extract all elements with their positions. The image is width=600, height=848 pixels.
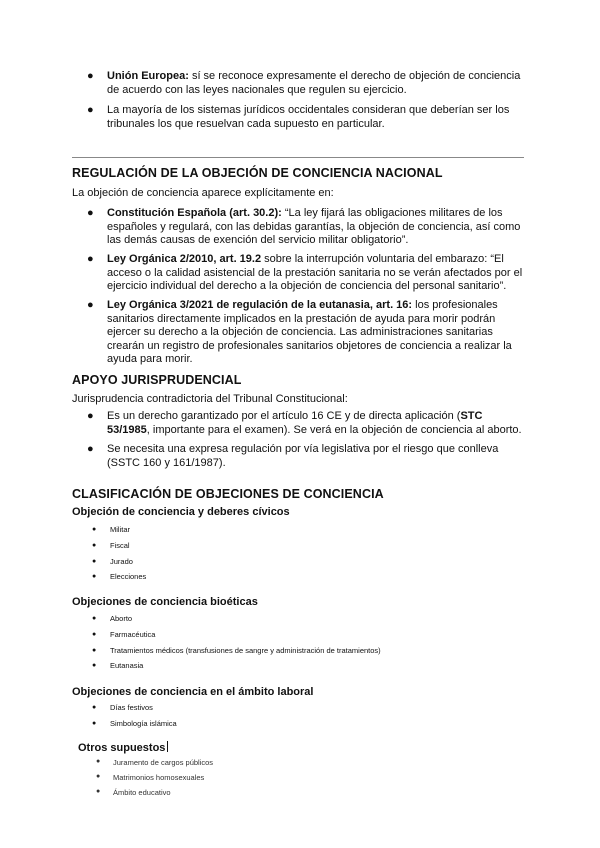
bullet: ●	[92, 720, 97, 727]
item-text: Se necesita una expresa regulación por vía legislativa por el riesgo que conlleva (SSTC 160 y 161/1987).	[107, 443, 499, 469]
list-item	[87, 410, 527, 437]
bullet: ●	[87, 443, 94, 455]
subsection-title[interactable]	[78, 741, 168, 754]
list-item	[92, 525, 130, 535]
list-item	[87, 299, 527, 367]
bullet: ●	[92, 526, 97, 533]
item-bold: Constitución Española (art. 30.2):	[107, 207, 282, 219]
item-text: Es un derecho garantizado por el artículo 16 CE y de directa aplicación (	[107, 410, 461, 422]
text-cursor	[167, 741, 168, 752]
bullet: ●	[96, 773, 101, 780]
bullet: ●	[96, 758, 101, 765]
bullet: ●	[92, 647, 97, 654]
item-text: Aborto	[110, 614, 133, 623]
bullet: ●	[92, 631, 97, 638]
item-text: “La ley fijará las obligaciones militares de los españoles y regulará, con las debidas garantías, la objeción de conciencia, así como las demás causas de exención del servicio militar obligatorio”.	[107, 207, 521, 246]
list-item	[96, 758, 214, 767]
section-intro: Jurisprudencia contradictoria del Tribunal Constitucional:	[72, 393, 348, 405]
item-text: sobre la interrupción voluntaria del embarazo: “El acceso o la calidad asistencial de la prestación sanitaria no se verán afectados por el ejercicio individual del derecho a la objeción de conciencia del personal sanitario”.	[107, 253, 523, 292]
item-text: La mayoría de los sistemas jurídicos occidentales consideran que deberían ser los tribunales los que resuelvan cada supuesto en particular.	[107, 104, 510, 130]
subsection-title: Objeción de conciencia y deberes cívicos	[72, 506, 290, 518]
item-text: los profesionales sanitarios directamente implicados en la prestación de ayuda para morir podrán ejercer su derecho a la objeción de conciencia. Las administraciones sanitarias crearán un registro de profesionales sanitarios objetores de conciencia a realizar la ayuda para morir.	[107, 299, 512, 365]
item-text: Fiscal	[110, 541, 130, 550]
bullet: ●	[87, 253, 94, 265]
bullet: ●	[92, 558, 97, 565]
list-item	[87, 443, 527, 470]
item-bold: Ley Orgánica 3/2021 de regulación de la eutanasia, art. 16:	[107, 299, 413, 311]
list-item	[92, 661, 144, 671]
item-text: Simbología islámica	[110, 719, 177, 728]
bullet: ●	[87, 299, 94, 311]
item-text: Eutanasia	[110, 661, 144, 670]
bullet: ●	[92, 704, 97, 711]
section-intro: La objeción de conciencia aparece explícitamente en:	[72, 187, 334, 199]
list-item	[92, 719, 177, 729]
item-text: Días festivos	[110, 703, 153, 712]
bullet: ●	[92, 615, 97, 622]
list-item	[96, 773, 205, 782]
subsection-title: Objeciones de conciencia en el ámbito laboral	[72, 686, 314, 698]
item-text: sí se reconoce expresamente el derecho de objeción de conciencia de acuerdo con las leyes nacionales que regulen su ejercicio.	[107, 70, 521, 96]
bullet: ●	[92, 573, 97, 580]
item-bold: Ley Orgánica 2/2010, art. 19.2	[107, 253, 262, 265]
list-item	[92, 541, 130, 551]
bullet: ●	[87, 410, 94, 422]
item-text: , importante para el examen). Se verá en la objeción de conciencia al aborto.	[146, 423, 522, 436]
list-item	[92, 703, 153, 713]
subsection-title-text: Otros supuestos	[78, 742, 166, 754]
item-text: Ámbito educativo	[113, 788, 171, 797]
item-bold: STC 53/1985	[107, 410, 483, 436]
list-item	[92, 572, 147, 582]
section-divider	[72, 157, 524, 158]
bullet: ●	[87, 104, 94, 116]
list-item	[87, 70, 527, 97]
list-item	[92, 557, 133, 567]
item-text: Juramento de cargos públicos	[113, 758, 214, 767]
list-item	[92, 630, 156, 640]
item-text: Farmacéutica	[110, 630, 156, 639]
bullet: ●	[96, 788, 101, 795]
item-text: Tratamientos médicos (transfusiones de sangre y administración de tratamientos)	[110, 646, 381, 655]
item-text: Jurado	[110, 557, 133, 566]
item-bold: Unión Europea:	[107, 70, 189, 82]
section-title: APOYO JURISPRUDENCIAL	[72, 373, 242, 387]
bullet: ●	[92, 662, 97, 669]
list-item	[87, 104, 527, 131]
bullet: ●	[87, 70, 94, 82]
bullet: ●	[87, 207, 94, 219]
subsection-title: Objeciones de conciencia bioéticas	[72, 596, 258, 608]
item-text: Militar	[110, 525, 130, 534]
list-item	[92, 614, 133, 624]
bullet: ●	[92, 542, 97, 549]
item-text: Elecciones	[110, 572, 147, 581]
section-title: REGULACIÓN DE LA OBJECIÓN DE CONCIENCIA NACIONAL	[72, 166, 443, 180]
list-item	[96, 788, 171, 797]
list-item	[92, 646, 381, 656]
section-title: CLASIFICACIÓN DE OBJECIONES DE CONCIENCIA	[72, 487, 384, 501]
list-item	[87, 207, 527, 248]
list-item	[87, 253, 527, 294]
item-text: Matrimonios homosexuales	[113, 773, 205, 782]
